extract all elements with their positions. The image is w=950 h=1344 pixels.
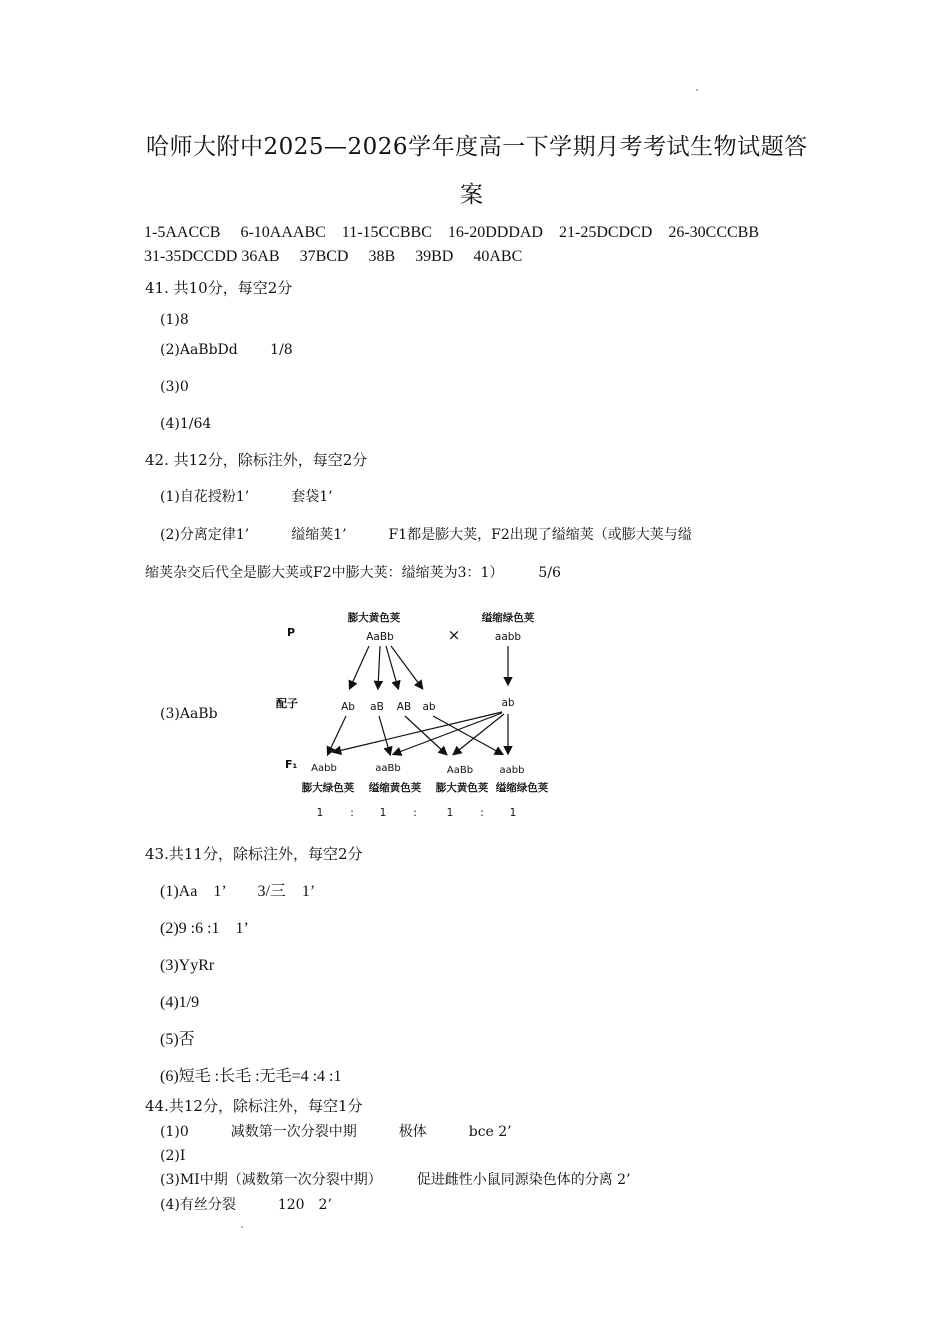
offspring-genotype-Aabb: Aabb: [311, 763, 337, 774]
document-title: 哈师大附中2025—2026学年度高一下学期月考考试生物试题答: [146, 134, 808, 160]
arrow-parent1-to-ab-upper: [350, 646, 369, 688]
gamete-ab-parent2: ab: [501, 697, 515, 709]
arrow-aB-to-aaBb: [379, 716, 390, 754]
q41-header: 41. 共10分，每空2分: [145, 279, 293, 297]
cross-symbol: ×: [447, 626, 461, 644]
offspring-phenotype-2: 缢缩黄色荚: [368, 782, 422, 794]
ratio-value-2: 1: [379, 807, 387, 819]
q41-answer-4: (4)1/64: [160, 416, 212, 432]
gamete-Ab: Ab: [341, 701, 355, 713]
gamete-row-label: 配子: [276, 697, 298, 710]
gamete-ab: ab: [422, 701, 436, 713]
gamete-aB: aB: [370, 701, 384, 713]
f1-generation-label: F₁: [285, 758, 298, 771]
q42-answer-2: (2)分离定律1’ 缢缩荚1’ F1都是膨大荚，F2出现了缢缩荚（或膨大荚与缢: [160, 527, 692, 543]
offspring-genotype-AaBb: AaBb: [446, 765, 474, 776]
q42-answer-1: (1)自花授粉1’ 套袋1’: [160, 489, 333, 505]
arrow-ab2-to-Aabb: [334, 712, 502, 752]
parent1-phenotype: 膨大黄色荚: [347, 612, 401, 624]
q43-header: 43.共11分，除标注外，每空2分: [145, 845, 363, 863]
arrow-AB-to-AaBb: [405, 716, 446, 754]
offspring-genotype-aabb: aabb: [499, 765, 525, 776]
ratio-value-1: 1: [316, 807, 324, 819]
offspring-genotype-aaBb: aaBb: [375, 763, 401, 774]
answer-key-row-2: 31-35DCCDD 36AB 37BCD 38B 39BD 40ABC: [144, 248, 523, 265]
parent1-genotype: AaBb: [366, 631, 394, 643]
arrow-ab2-to-AaBb: [454, 714, 504, 754]
gamete-AB: AB: [396, 701, 412, 713]
offspring-phenotype-3: 膨大黄色荚: [435, 782, 489, 794]
q43-answer-2: (2)9 :6 :1 1’: [160, 920, 249, 937]
q42-answer-3: (3)AaBb: [160, 706, 218, 722]
scan-speck: [241, 1226, 243, 1228]
q41-answer-3: (3)0: [160, 379, 189, 395]
arrow-parent1-to-aB: [378, 646, 380, 688]
q42-answer-2-continued: 缩荚杂交后代全是膨大荚或F2中膨大荚：缢缩荚为3：1） 5/6: [145, 565, 561, 581]
ratio-colon-2: :: [413, 807, 417, 819]
parent2-genotype: aabb: [494, 631, 522, 643]
offspring-phenotype-1: 膨大绿色荚: [301, 782, 355, 794]
document-title-continued: 案: [460, 182, 484, 208]
genetic-cross-diagram: [270, 600, 580, 830]
q44-header: 44.共12分，除标注外，每空1分: [145, 1097, 363, 1115]
ratio-colon-1: :: [350, 807, 354, 819]
q41-answer-2: (2)AaBbDd 1/8: [160, 342, 293, 358]
scan-speck: [696, 89, 698, 91]
q44-answer-1: (1)0 减数第一次分裂中期 极体 bce 2’: [160, 1124, 512, 1140]
parental-generation-label: P: [287, 626, 296, 639]
q44-answer-4: (4)有丝分裂 120 2’: [160, 1197, 332, 1213]
q43-answer-3: (3)YyRr: [160, 957, 215, 974]
q41-answer-1: (1)8: [160, 312, 189, 328]
ratio-colon-3: :: [480, 807, 484, 819]
q44-answer-3: (3)MⅠ中期（减数第一次分裂中期） 促进雌性小鼠同源染色体的分离 2’: [160, 1172, 631, 1188]
q43-answer-5: (5)否: [160, 1031, 195, 1048]
ratio-value-3: 1: [446, 807, 454, 819]
q44-answer-2: (2)Ⅰ: [160, 1148, 186, 1164]
q42-header: 42. 共12分，除标注外，每空2分: [145, 451, 368, 469]
answer-key-row-1: 1-5AACCB 6-10AAABC 11-15CCBBC 16-20DDDAD 21-25DCDCD 26-30CCCBB: [144, 224, 760, 241]
arrow-Ab-to-Aabb: [328, 716, 346, 754]
ratio-value-4: 1: [509, 807, 517, 819]
q43-answer-4: (4)1/9: [160, 994, 200, 1011]
q43-answer-1: (1)Aa 1’ 3/三 1’: [160, 883, 316, 900]
offspring-phenotype-4: 缢缩绿色荚: [495, 782, 549, 794]
q43-answer-6: (6)短毛 :长毛 :无毛=4 :4 :1: [160, 1068, 342, 1085]
parent2-phenotype: 缢缩绿色荚: [481, 612, 535, 624]
